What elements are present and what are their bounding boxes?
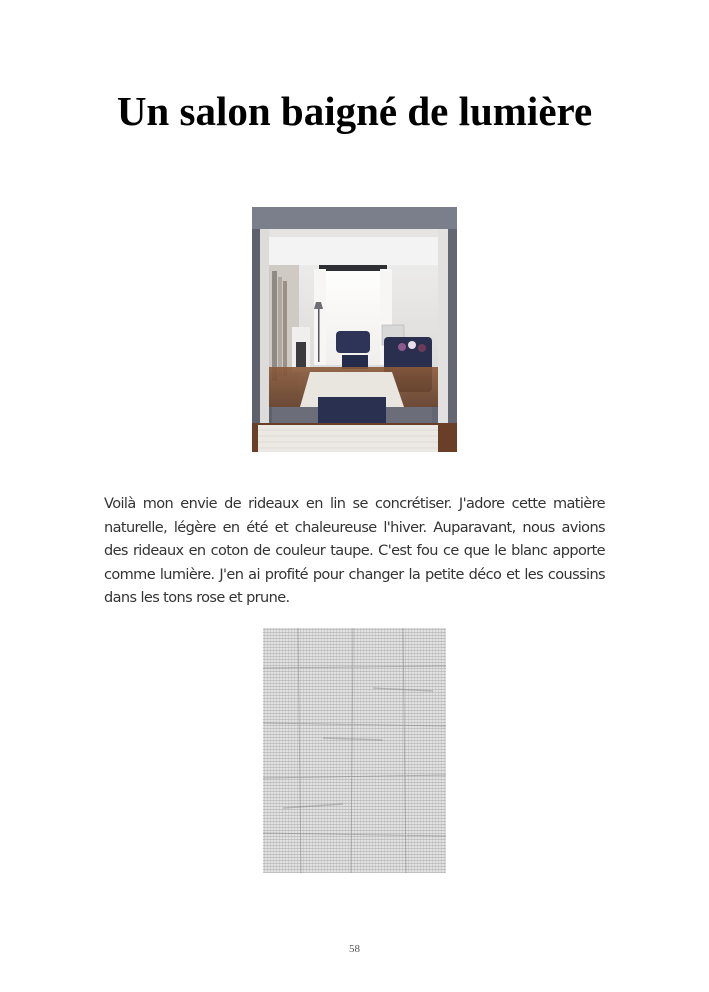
page-title: Un salon baigné de lumière (116, 88, 593, 134)
body-paragraph: Voilà mon envie de rideaux en lin se concrétiser. J'adore cette matière naturelle, légère en été et chaleureuse l'hiver. Auparavant, nous avions des rideaux en coton de couleur taupe. C'est fou ce que le blanc apporte comme lumière. J'en ai profité pour changer la petite déco et les coussins dans les tons rose et prune. (104, 496, 605, 606)
page-number: 58 (349, 943, 360, 955)
linen-fabric-photo (263, 628, 446, 873)
living-room-photo (252, 207, 457, 452)
